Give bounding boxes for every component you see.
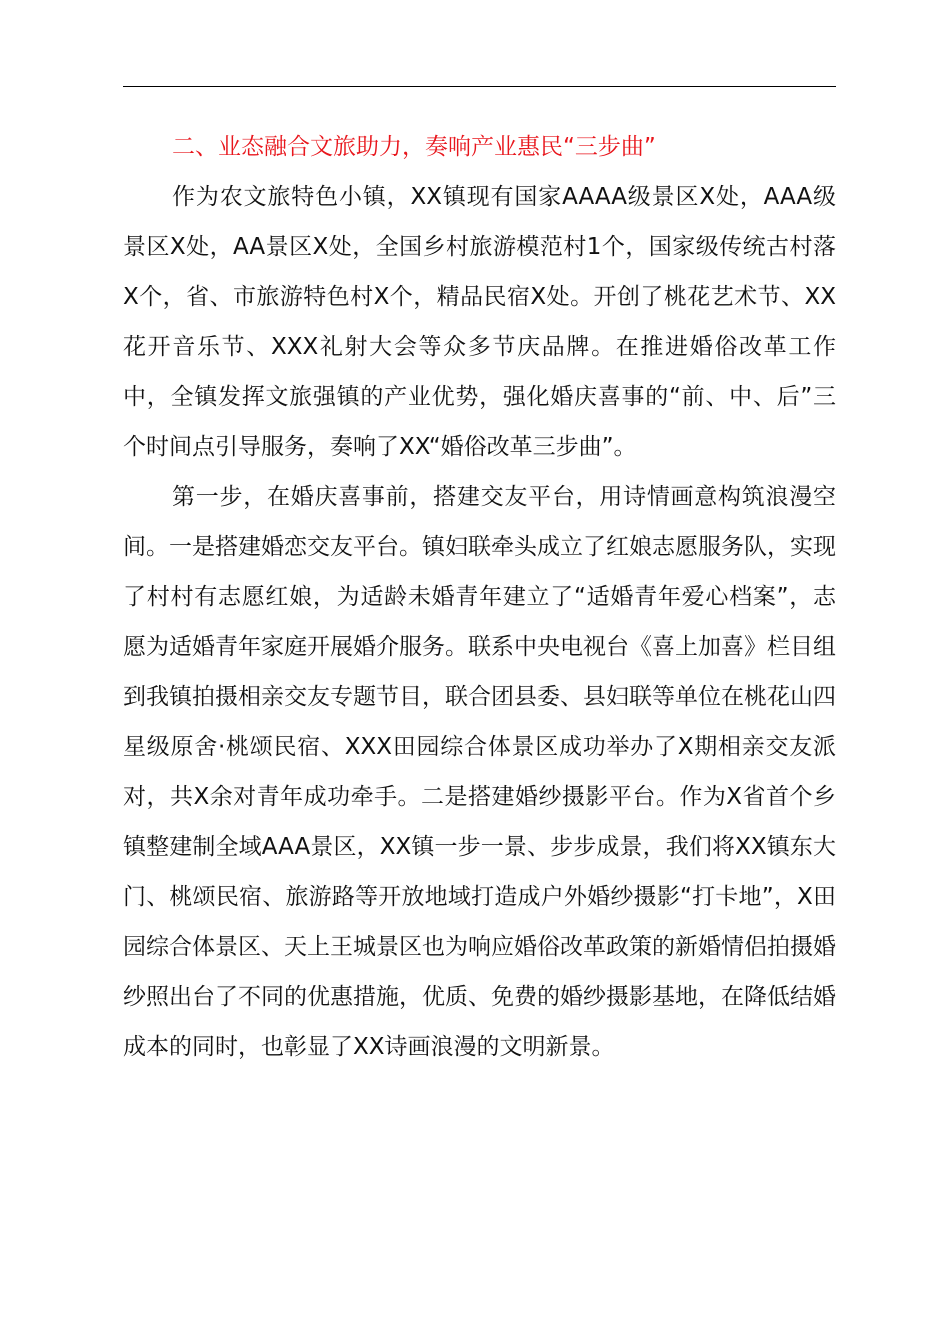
header-rule xyxy=(123,86,836,87)
paragraph-step-one: 第一步，在婚庆喜事前，搭建交友平台，用诗情画意构筑浪漫空间。一是搭建婚恋交友平台。镇妇联牵头成立了红娘志愿服务队，实现了村村有志愿红娘，为适龄未婚青年建立了“适婚青年爱心档案”，志愿为适婚青年家庭开展婚介服务。联系中央电视台《喜上加喜》栏目组到我镇拍摄相亲交友专题节目，联合团县委、县妇联等单位在桃花山四星级原舍·桃颂民宿、XXX田园综合体景区成功举办了X期相亲交友派对，共X余对青年成功牵手。二是搭建婚纱摄影平台。作为X省首个乡镇整建制全域AAA景区，XX镇一步一景、步步成景，我们将XX镇东大门、桃颂民宿、旅游路等开放地域打造成户外婚纱摄影“打卡地”，X田园综合体景区、天上王城景区也为响应婚俗改革政策的新婚情侣拍摄婚纱照出台了不同的优惠措施，优质、免费的婚纱摄影基地，在降低结婚成本的同时，也彰显了XX诗画浪漫的文明新景。 xyxy=(123,484,836,1060)
document-body xyxy=(123,122,836,1072)
section-heading: 二、业态融合文旅助力，奏响产业惠民“三步曲” xyxy=(172,134,656,160)
paragraph-overview: 作为农文旅特色小镇，XX镇现有国家AAAA级景区X处，AAA级景区X处，AA景区X处，全国乡村旅游模范村1个，国家级传统古村落X个，省、市旅游特色村X个，精品民宿X处。开创了桃花艺术节、XX花开音乐节、XXX礼射大会等众多节庆品牌。在推进婚俗改革工作中，全镇发挥文旅强镇的产业优势，强化婚庆喜事的“前、中、后”三个时间点引导服务，奏响了XX“婚俗改革三步曲”。 xyxy=(123,184,836,460)
